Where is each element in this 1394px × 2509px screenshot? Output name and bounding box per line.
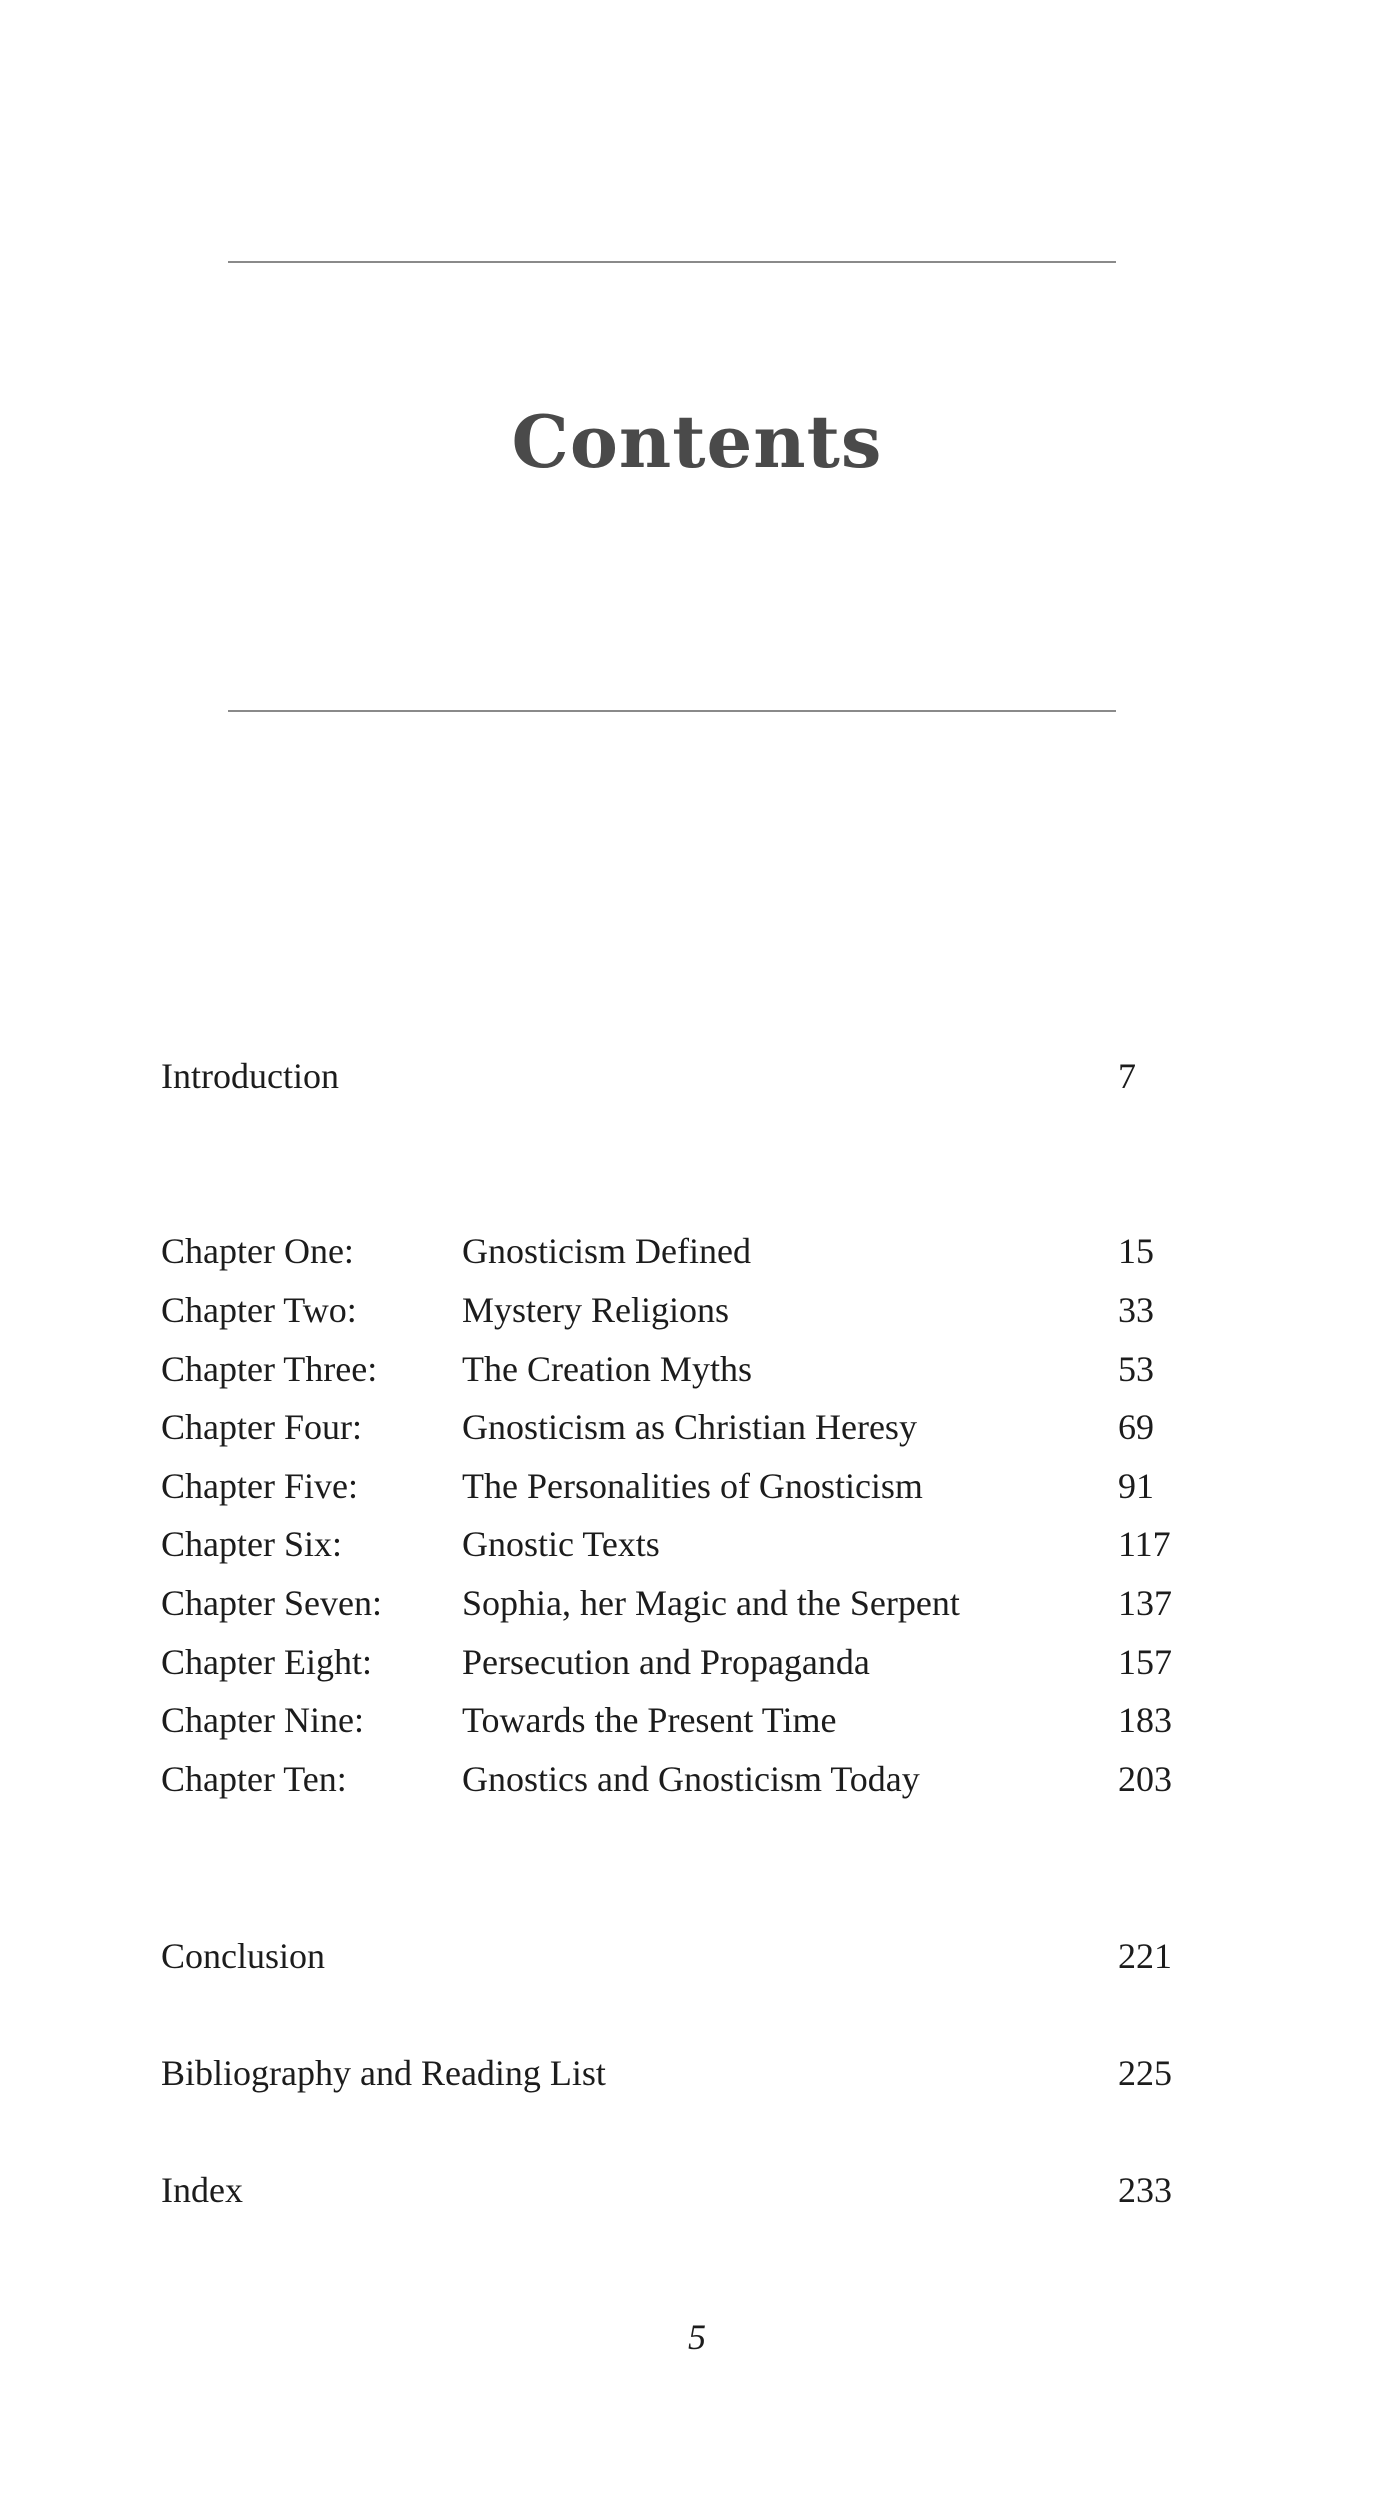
toc-entry-chapter[interactable] — [0, 1515, 1394, 1573]
chapter-page: 53 — [1118, 1349, 1154, 1389]
chapter-title: The Personalities of Gnosticism — [462, 1466, 923, 1506]
chapter-label: Chapter Ten: — [161, 1759, 347, 1799]
toc-entry-chapter[interactable] — [0, 1750, 1394, 1808]
bottom-rule — [228, 710, 1116, 712]
chapter-page: 117 — [1118, 1524, 1171, 1564]
entry-label: Bibliography and Reading List — [161, 2053, 606, 2093]
page-number: 5 — [688, 2317, 706, 2357]
chapter-label: Chapter One: — [161, 1231, 354, 1271]
chapter-title: Persecution and Propaganda — [462, 1642, 870, 1682]
toc-entry-introduction[interactable] — [0, 1047, 1394, 1105]
top-rule — [228, 261, 1116, 263]
chapter-page: 157 — [1118, 1642, 1172, 1682]
chapter-label: Chapter Seven: — [161, 1583, 382, 1623]
chapter-title: Towards the Present Time — [462, 1700, 837, 1740]
chapter-title: Gnostic Texts — [462, 1524, 660, 1564]
chapter-title: Sophia, her Magic and the Serpent — [462, 1583, 960, 1623]
chapter-label: Chapter Six: — [161, 1524, 342, 1564]
toc-entry-chapter[interactable] — [0, 1398, 1394, 1456]
chapter-page: 15 — [1118, 1231, 1154, 1271]
chapter-page: 69 — [1118, 1407, 1154, 1447]
chapter-title: The Creation Myths — [462, 1349, 752, 1389]
toc-entry-chapter[interactable] — [0, 1340, 1394, 1398]
chapter-label: Chapter Four: — [161, 1407, 362, 1447]
chapter-label: Chapter Two: — [161, 1290, 357, 1330]
toc-entry-chapter[interactable] — [0, 1222, 1394, 1280]
toc-entry-bibliography[interactable] — [0, 2044, 1394, 2102]
entry-page: 233 — [1118, 2170, 1172, 2210]
toc-entry-chapter[interactable] — [0, 1691, 1394, 1749]
entry-label: Introduction — [161, 1056, 339, 1096]
entry-page: 221 — [1118, 1936, 1172, 1976]
chapter-title: Gnosticism as Christian Heresy — [462, 1407, 917, 1447]
toc-entry-conclusion[interactable] — [0, 1927, 1394, 1985]
toc-entry-chapter[interactable] — [0, 1281, 1394, 1339]
entry-label: Conclusion — [161, 1936, 326, 1976]
toc-entry-index[interactable] — [0, 2161, 1394, 2219]
chapter-title: Gnosticism Defined — [462, 1231, 751, 1271]
entry-page: 7 — [1118, 1056, 1136, 1096]
chapter-label: Chapter Five: — [161, 1466, 358, 1506]
chapter-label: Chapter Nine: — [161, 1700, 364, 1740]
toc-entry-chapter[interactable] — [0, 1633, 1394, 1691]
chapter-title: Mystery Religions — [462, 1290, 729, 1330]
chapter-page: 33 — [1118, 1290, 1154, 1330]
chapter-page: 183 — [1118, 1700, 1172, 1740]
chapter-label: Chapter Three: — [161, 1349, 378, 1389]
entry-page: 225 — [1118, 2053, 1172, 2093]
chapter-page: 137 — [1118, 1583, 1172, 1623]
entry-label: Index — [161, 2170, 243, 2210]
toc-entry-chapter[interactable] — [0, 1457, 1394, 1515]
page-title: Contents — [511, 399, 883, 484]
chapter-label: Chapter Eight: — [161, 1642, 372, 1682]
toc-entry-chapter[interactable] — [0, 1574, 1394, 1632]
chapter-page: 91 — [1118, 1466, 1154, 1506]
chapter-title: Gnostics and Gnosticism Today — [462, 1759, 920, 1799]
chapter-page: 203 — [1118, 1759, 1172, 1799]
